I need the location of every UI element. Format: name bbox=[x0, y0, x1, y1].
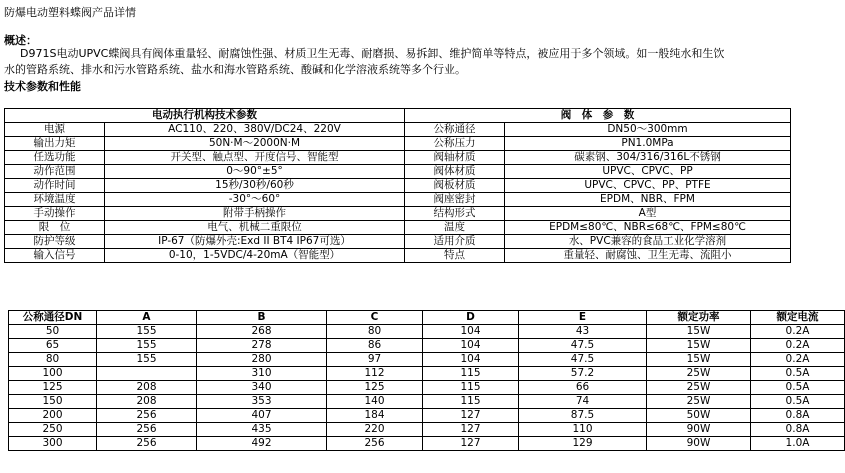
column-header: C bbox=[327, 311, 423, 325]
table-cell: 1.0A bbox=[751, 437, 845, 451]
table-cell: 50 bbox=[9, 325, 97, 339]
table-row bbox=[5, 193, 405, 207]
table-cell: 90W bbox=[647, 423, 751, 437]
table-row bbox=[9, 339, 845, 353]
table-row bbox=[5, 207, 405, 221]
table-cell: 310 bbox=[197, 367, 327, 381]
param-value: UPVC、CPVC、PP、PTFE bbox=[505, 179, 791, 193]
param-value: UPVC、CPVC、PP bbox=[505, 165, 791, 179]
param-name: 任选功能 bbox=[5, 151, 105, 165]
table-cell: 90W bbox=[647, 437, 751, 451]
table-row bbox=[5, 179, 405, 193]
table-cell: 65 bbox=[9, 339, 97, 353]
table-cell: 340 bbox=[197, 381, 327, 395]
table-cell: 104 bbox=[423, 325, 519, 339]
param-value: 50N·M～2000N·M bbox=[105, 137, 405, 151]
table-cell: 300 bbox=[9, 437, 97, 451]
table-cell: 129 bbox=[519, 437, 647, 451]
table-cell: 104 bbox=[423, 353, 519, 367]
param-value: DN50～300mm bbox=[505, 123, 791, 137]
table-cell: 0.2A bbox=[751, 339, 845, 353]
table-cell: 104 bbox=[423, 339, 519, 353]
table-cell: 47.5 bbox=[519, 339, 647, 353]
param-value: 15秒/30秒/60秒 bbox=[105, 179, 405, 193]
table-row bbox=[5, 235, 405, 249]
table-cell: 0.2A bbox=[751, 325, 845, 339]
table-cell: 87.5 bbox=[519, 409, 647, 423]
table-cell: 74 bbox=[519, 395, 647, 409]
param-name: 手动操作 bbox=[5, 207, 105, 221]
param-name: 公称通径 bbox=[405, 123, 505, 137]
param-name: 特点 bbox=[405, 249, 505, 263]
table-cell: 97 bbox=[327, 353, 423, 367]
param-name: 动作时间 bbox=[5, 179, 105, 193]
param-value: 0-10，1-5VDC/4-20mA（智能型） bbox=[105, 249, 405, 263]
table-cell: 208 bbox=[97, 395, 197, 409]
table-row bbox=[5, 249, 405, 263]
table-cell: 155 bbox=[97, 325, 197, 339]
table-cell: 125 bbox=[327, 381, 423, 395]
param-value: 附带手柄操作 bbox=[105, 207, 405, 221]
table-row bbox=[9, 423, 845, 437]
table-row bbox=[9, 381, 845, 395]
table-cell: 268 bbox=[197, 325, 327, 339]
table-cell: 100 bbox=[9, 367, 97, 381]
table-cell: 57.2 bbox=[519, 367, 647, 381]
table-cell: 80 bbox=[9, 353, 97, 367]
param-value: 碳素钢、304/316/316L不锈钢 bbox=[505, 151, 791, 165]
param-name: 公称压力 bbox=[405, 137, 505, 151]
table-row bbox=[405, 151, 791, 165]
table-cell: 256 bbox=[97, 437, 197, 451]
overview-line-1: D971S电动UPVC蝶阀具有阀体重量轻、耐腐蚀性强、材质卫生无毒、耐磨损、易拆卸、维护简单等特点，被应用于多个领域。如一般纯水和生饮 bbox=[20, 47, 725, 60]
table-cell: 256 bbox=[97, 409, 197, 423]
table-cell: 256 bbox=[97, 423, 197, 437]
column-header: E bbox=[519, 311, 647, 325]
table-cell: 80 bbox=[327, 325, 423, 339]
table-row bbox=[9, 395, 845, 409]
table-row bbox=[5, 137, 405, 151]
table-cell bbox=[97, 367, 197, 381]
column-header: 额定功率 bbox=[647, 311, 751, 325]
table-cell: 115 bbox=[423, 381, 519, 395]
table-cell: 127 bbox=[423, 437, 519, 451]
table-cell: 155 bbox=[97, 339, 197, 353]
table-row bbox=[405, 123, 791, 137]
table-cell: 25W bbox=[647, 395, 751, 409]
table-cell: 256 bbox=[327, 437, 423, 451]
table-row bbox=[9, 353, 845, 367]
table-cell: 15W bbox=[647, 353, 751, 367]
table-row bbox=[5, 151, 405, 165]
table-cell: 150 bbox=[9, 395, 97, 409]
table-cell: 435 bbox=[197, 423, 327, 437]
table-cell: 47.5 bbox=[519, 353, 647, 367]
param-value: 电气、机械二重限位 bbox=[105, 221, 405, 235]
table-row bbox=[9, 325, 845, 339]
table-cell: 15W bbox=[647, 325, 751, 339]
param-value: PN1.0MPa bbox=[505, 137, 791, 151]
column-header: D bbox=[423, 311, 519, 325]
table-cell: 184 bbox=[327, 409, 423, 423]
param-value: 开关型、触点型、开度信号、智能型 bbox=[105, 151, 405, 165]
param-value: A型 bbox=[505, 207, 791, 221]
param-name: 适用介质 bbox=[405, 235, 505, 249]
table-cell: 0.8A bbox=[751, 409, 845, 423]
table-row bbox=[405, 207, 791, 221]
actuator-params-table bbox=[4, 108, 405, 263]
param-name: 阀座密封 bbox=[405, 193, 505, 207]
table-row bbox=[405, 179, 791, 193]
overview-label: 概述： bbox=[4, 34, 37, 47]
param-name: 电源 bbox=[5, 123, 105, 137]
param-value: EPDM≤80℃、NBR≤68℃、FPM≤80℃ bbox=[505, 221, 791, 235]
param-value: -30°～60° bbox=[105, 193, 405, 207]
table-row bbox=[5, 123, 405, 137]
table-cell: 25W bbox=[647, 381, 751, 395]
param-name: 阀体材质 bbox=[405, 165, 505, 179]
table-cell: 15W bbox=[647, 339, 751, 353]
tech-params-label: 技术参数和性能 bbox=[4, 80, 81, 93]
table-cell: 43 bbox=[519, 325, 647, 339]
table-cell: 155 bbox=[97, 353, 197, 367]
valve-body-params-table bbox=[404, 108, 791, 263]
param-value: AC110、220、380V/DC24、220V bbox=[105, 123, 405, 137]
param-value: 0～90°±5° bbox=[105, 165, 405, 179]
table-row bbox=[9, 437, 845, 451]
param-name: 阀板材质 bbox=[405, 179, 505, 193]
table-cell: 50W bbox=[647, 409, 751, 423]
table-row bbox=[405, 235, 791, 249]
param-name: 环境温度 bbox=[5, 193, 105, 207]
table-cell: 0.2A bbox=[751, 353, 845, 367]
column-header: B bbox=[197, 311, 327, 325]
param-name: 阀轴材质 bbox=[405, 151, 505, 165]
table-row bbox=[5, 221, 405, 235]
table-cell: 0.5A bbox=[751, 381, 845, 395]
table-row bbox=[9, 367, 845, 381]
param-name: 限 位 bbox=[5, 221, 105, 235]
column-header: A bbox=[97, 311, 197, 325]
table-row bbox=[405, 249, 791, 263]
table-row bbox=[405, 137, 791, 151]
table-cell: 86 bbox=[327, 339, 423, 353]
table-cell: 208 bbox=[97, 381, 197, 395]
page-title: 防爆电动塑料蝶阀产品详情 bbox=[4, 6, 136, 19]
table-row bbox=[9, 409, 845, 423]
body-table-header: 阀 体 参 数 bbox=[405, 109, 791, 123]
param-value: IP-67（防爆外壳:Exd II BT4 IP67可选） bbox=[105, 235, 405, 249]
table-cell: 110 bbox=[519, 423, 647, 437]
table-cell: 112 bbox=[327, 367, 423, 381]
param-value: 重量轻、耐腐蚀、卫生无毒、流阻小 bbox=[505, 249, 791, 263]
table-cell: 115 bbox=[423, 367, 519, 381]
table-cell: 66 bbox=[519, 381, 647, 395]
column-header: 公称通径DN bbox=[9, 311, 97, 325]
param-name: 结构形式 bbox=[405, 207, 505, 221]
table-row bbox=[405, 221, 791, 235]
column-header: 额定电流 bbox=[751, 311, 845, 325]
table-cell: 0.5A bbox=[751, 367, 845, 381]
table-row bbox=[405, 165, 791, 179]
dimension-table bbox=[8, 310, 845, 451]
table-cell: 407 bbox=[197, 409, 327, 423]
table-cell: 125 bbox=[9, 381, 97, 395]
table-cell: 280 bbox=[197, 353, 327, 367]
table-cell: 492 bbox=[197, 437, 327, 451]
table-cell: 220 bbox=[327, 423, 423, 437]
overview-line-2: 水的管路系统、排水和污水管路系统、盐水和海水管路系统、酸碱和化学溶液系统等多个行业。 bbox=[4, 63, 466, 76]
param-name: 输入信号 bbox=[5, 249, 105, 263]
table-cell: 250 bbox=[9, 423, 97, 437]
param-value: EPDM、NBR、FPM bbox=[505, 193, 791, 207]
table-cell: 200 bbox=[9, 409, 97, 423]
table-cell: 25W bbox=[647, 367, 751, 381]
table-cell: 353 bbox=[197, 395, 327, 409]
table-cell: 115 bbox=[423, 395, 519, 409]
table-cell: 127 bbox=[423, 409, 519, 423]
param-name: 防护等级 bbox=[5, 235, 105, 249]
table-cell: 0.5A bbox=[751, 395, 845, 409]
table-cell: 0.8A bbox=[751, 423, 845, 437]
table-row bbox=[5, 165, 405, 179]
table-cell: 127 bbox=[423, 423, 519, 437]
param-name: 温度 bbox=[405, 221, 505, 235]
table-cell: 278 bbox=[197, 339, 327, 353]
overview-text bbox=[4, 46, 792, 78]
table-cell: 140 bbox=[327, 395, 423, 409]
param-value: 水、PVC兼容的食品工业化学溶剂 bbox=[505, 235, 791, 249]
table-row bbox=[405, 193, 791, 207]
param-name: 动作范围 bbox=[5, 165, 105, 179]
param-name: 输出力矩 bbox=[5, 137, 105, 151]
actuator-table-header: 电动执行机构技术参数 bbox=[5, 109, 405, 123]
